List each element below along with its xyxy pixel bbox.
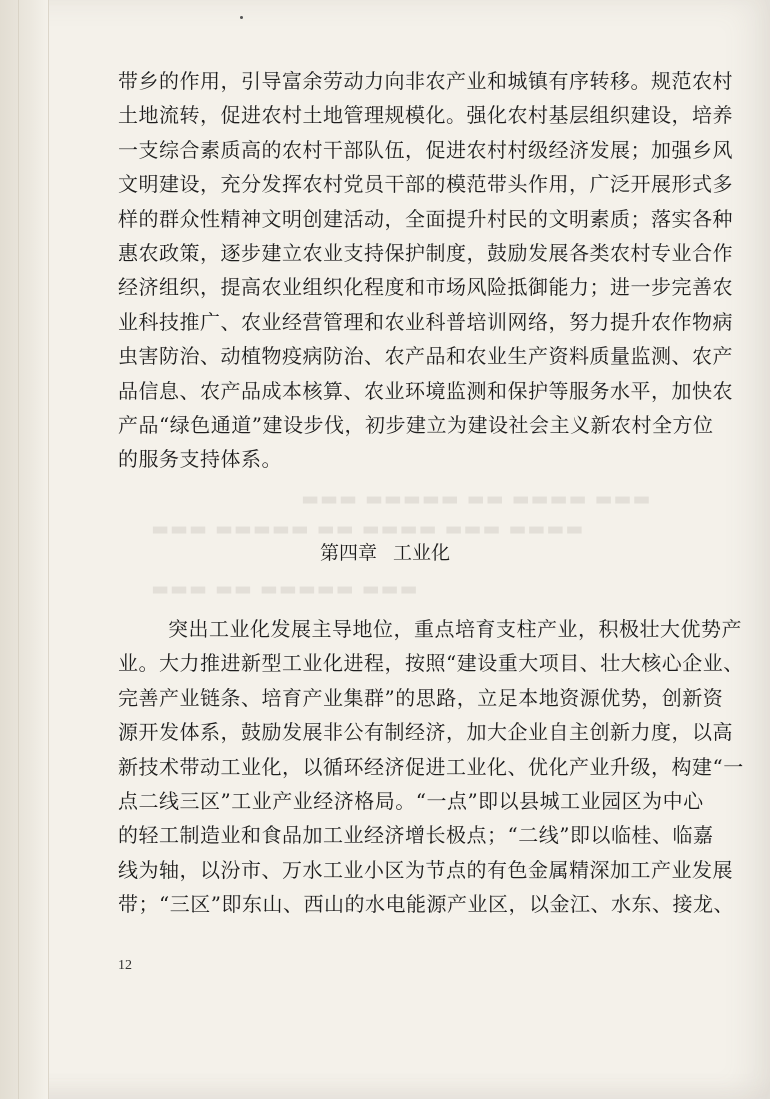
text-line: 带乡的作用，引导富余劳动力向非农产业和城镇有序转移。规范农村 — [118, 69, 733, 93]
text-line: 惠农政策，逐步建立农业支持保护制度，鼓励发展各类农村专业合作 — [118, 241, 733, 266]
chapter-number: 第四章 — [319, 542, 377, 564]
text-line: 的服务支持体系。 — [118, 447, 282, 472]
text-line: 业。大力推进新型工业化进程，按照“建设重大项目、壮大核心企业、 — [118, 651, 744, 676]
text-line: 突出工业化发展主导地位，重点培育支柱产业，积极壮大优势产 — [168, 617, 742, 641]
bleed-through-texture: ▬▬▬▬ ▬▬▬ ▬▬▬▬ ▬▬ ▬▬▬▬▬ ▬▬▬ — [150, 518, 584, 540]
text-line: 经济组织，提高农业组织化程度和市场风险抵御能力；进一步完善农 — [118, 275, 733, 300]
page-number: 12 — [118, 958, 132, 973]
chapter-heading — [0, 538, 770, 565]
text-line: 带；“三区”即东山、西山的水电能源产业区，以金江、水东、接龙、 — [118, 892, 734, 917]
text-line: 的轻工制造业和食品加工业经济增长极点；“二线”即以临桂、临嘉 — [118, 823, 714, 848]
text-line: 虫害防治、动植物疫病防治、农产品和农业生产资料质量监测、农产 — [118, 344, 733, 369]
bleed-through-texture: ▬▬▬ ▬▬▬▬▬ ▬▬ ▬▬▬ — [150, 578, 418, 600]
text-line: 完善产业链条、培育产业集群”的思路，立足本地资源优势，创新资 — [118, 685, 724, 710]
chapter-title: 工业化 — [393, 542, 451, 564]
text-line: 产品“绿色通道”建设步伐，初步建立为建设社会主义新农村全方位 — [118, 413, 714, 438]
text-line: 一支综合素质高的农村干部队伍，促进农村村级经济发展；加强乡风 — [118, 137, 733, 162]
text-line: 文明建设，充分发挥农村党员干部的模范带头作用，广泛开展形式多 — [118, 172, 733, 197]
text-line: 品信息、农产品成本核算、农业环境监测和保护等服务水平，加快农 — [118, 378, 733, 403]
paragraph-1 — [118, 64, 733, 477]
text-line: 样的群众性精神文明创建活动，全面提升村民的文明素质；落实各种 — [118, 206, 733, 231]
speck-mark — [240, 16, 243, 19]
text-line: 点二线三区”工业产业经济格局。“一点”即以县城工业园区为中心 — [118, 789, 704, 814]
text-line: 线为轴，以汾市、万水工业小区为节点的有色金属精深加工产业发展 — [118, 857, 733, 882]
text-line: 土地流转，促进农村土地管理规模化。强化农村基层组织建设，培养 — [118, 103, 733, 128]
text-line: 业科技推广、农业经营管理和农业科普培训网络，努力提升农作物病 — [118, 309, 733, 334]
text-line: 新技术带动工业化，以循环经济促进工业化、优化产业升级，构建“一 — [118, 754, 744, 779]
text-line: 源开发体系，鼓励发展非公有制经济，加大企业自主创新力度，以高 — [118, 720, 733, 745]
bleed-through-texture: ▬▬▬ ▬▬▬▬ ▬▬ ▬▬▬▬▬ ▬▬▬ — [300, 488, 651, 510]
paragraph-2 — [118, 612, 744, 922]
